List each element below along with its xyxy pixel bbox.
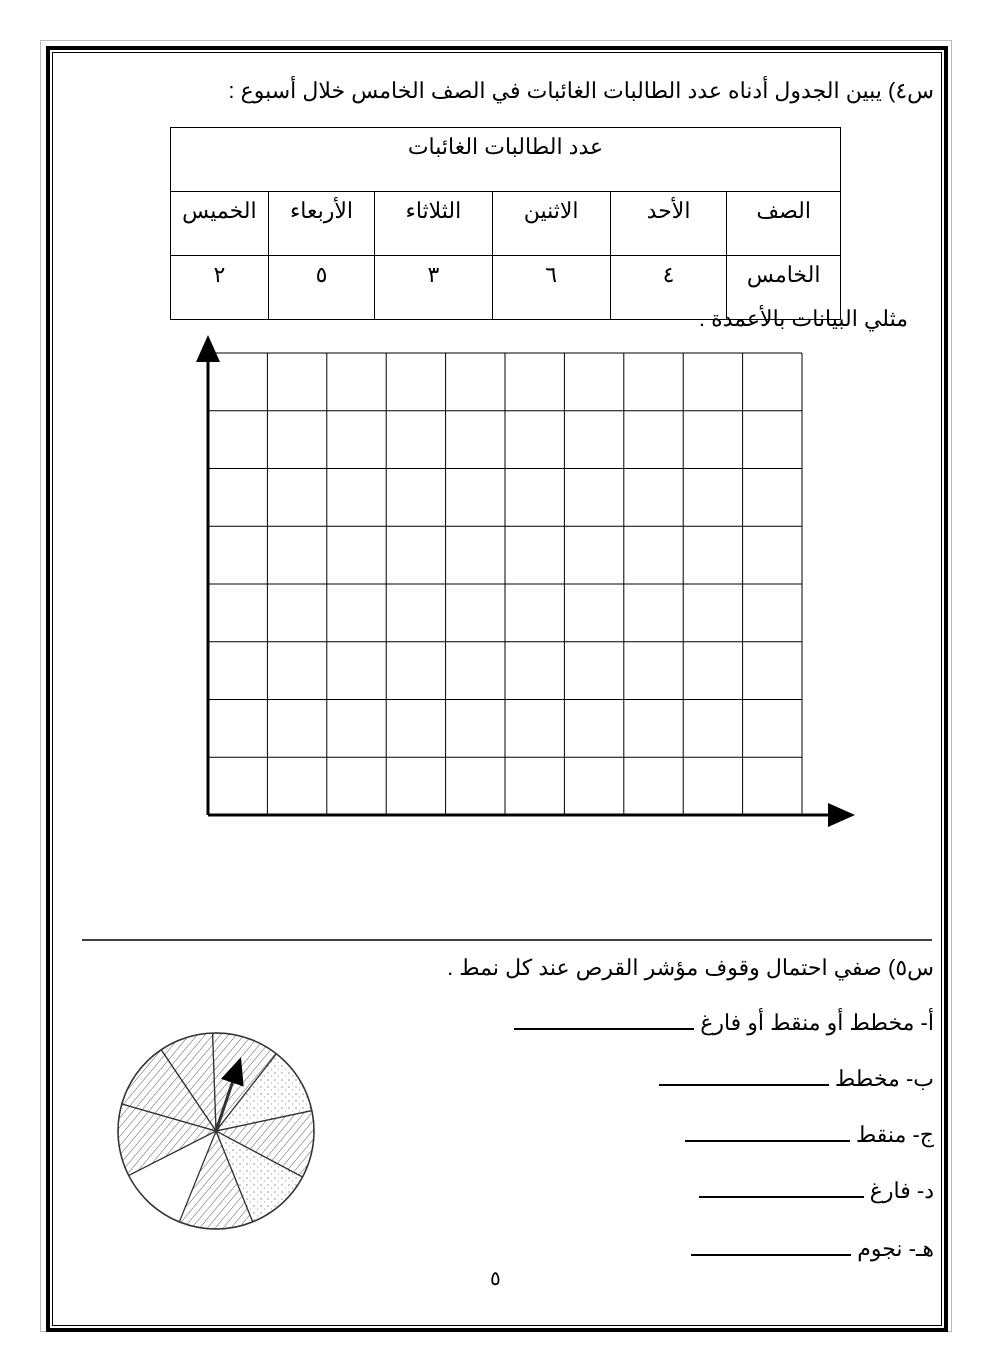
answer-blank[interactable] bbox=[514, 1028, 694, 1030]
page-number: ٥ bbox=[490, 1268, 501, 1290]
header-cell: الأحد bbox=[610, 192, 727, 256]
bar-graph-grid bbox=[208, 353, 802, 815]
answer-blank[interactable] bbox=[699, 1196, 864, 1198]
answer-item-b bbox=[659, 1066, 934, 1092]
header-cell: الثلاثاء bbox=[375, 192, 492, 256]
answer-item-a bbox=[514, 1010, 934, 1036]
table-cell: ٦ bbox=[492, 256, 610, 320]
answer-blank[interactable] bbox=[659, 1084, 829, 1086]
table-cell: ٢ bbox=[171, 256, 269, 320]
table-cell: ٣ bbox=[375, 256, 492, 320]
item-label: د- فارغ bbox=[869, 1178, 934, 1203]
table-cell: الخامس bbox=[727, 256, 841, 320]
answer-item-e bbox=[691, 1236, 934, 1262]
header-cell: الصف bbox=[727, 192, 841, 256]
item-label: ج- منقط bbox=[855, 1122, 934, 1147]
item-label: هـ- نجوم bbox=[857, 1236, 934, 1261]
table-cell: ٤ bbox=[610, 256, 727, 320]
table-cell: ٥ bbox=[268, 256, 374, 320]
question-4-instruction: مثلي البيانات بالأعمدة . bbox=[698, 306, 908, 331]
spinner-disc bbox=[118, 1033, 314, 1229]
question-5-prompt: س٥) صفي احتمال وقوف مؤشر القرص عند كل نمط . bbox=[447, 955, 934, 980]
header-cell: الأربعاء bbox=[268, 192, 374, 256]
answer-item-d bbox=[699, 1178, 934, 1204]
answer-blank[interactable] bbox=[685, 1140, 850, 1142]
header-cell: الاثنين bbox=[492, 192, 610, 256]
header-cell: الخميس bbox=[171, 192, 269, 256]
table-title: عدد الطالبات الغائبات bbox=[171, 128, 841, 192]
answer-blank[interactable] bbox=[691, 1254, 851, 1256]
question-4-prompt: س٤) يبين الجدول أدناه عدد الطالبات الغائبات في الصف الخامس خلال أسبوع : bbox=[228, 78, 934, 103]
item-label: أ- مخطط أو منقط أو فارغ bbox=[700, 1010, 934, 1035]
answer-item-c bbox=[685, 1122, 934, 1148]
item-label: ب- مخطط bbox=[834, 1066, 934, 1091]
